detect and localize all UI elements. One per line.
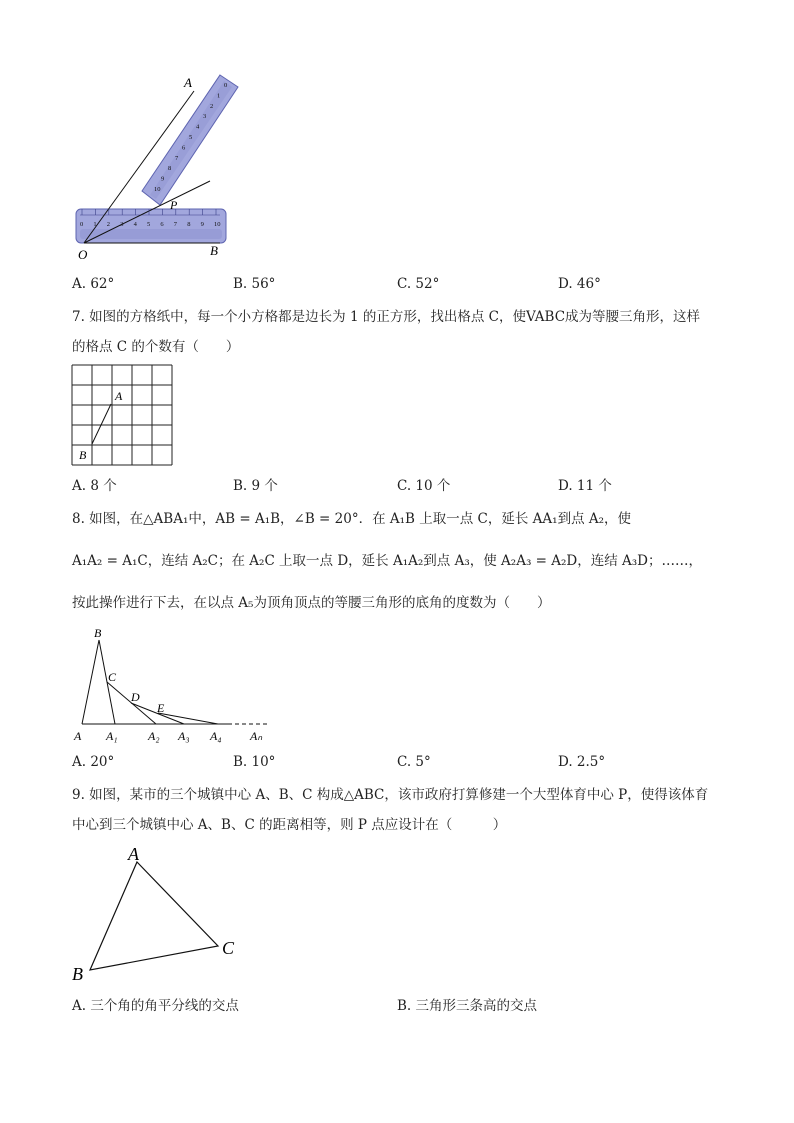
label-A: A: [184, 75, 192, 90]
ruler-tick-label: 9: [161, 175, 165, 183]
q9-option-b: B. 三角形三条高的交点: [397, 998, 538, 1014]
q7-option-b: B. 9 个: [233, 478, 278, 494]
q8-text-line3: 按此操作进行下去，在以点 A₅为顶角顶点的等腰三角形的底角的度数为（ ）: [72, 595, 551, 611]
q8-text-line2: A₁A₂ = A₁C，连结 A₂C；在 A₂C 上取一点 D，延长 A₁A₂到点 A₃，使 A₂A₃ = A₂D，连结 A₃D；……，: [72, 553, 703, 569]
segment-EA4: [158, 713, 218, 724]
ruler-tick-label: 8: [168, 165, 172, 173]
q8-figure: [70, 624, 275, 746]
label-A1: A₁: [106, 729, 118, 743]
ruler-tick-label: 10: [214, 221, 221, 228]
ruler-tick-label: 0: [224, 82, 228, 89]
q8-option-c: C. 5°: [397, 754, 431, 770]
ruler-tick-label: 5: [147, 221, 151, 228]
q8-option-b: B. 10°: [233, 754, 276, 770]
q6-option-b: B. 56°: [233, 276, 276, 292]
q8-text-line1: 8. 如图，在△ABA₁中，AB = A₁B，∠B = 20°．在 A₁B 上取一点 C，延长 AA₁到点 A₂，使: [72, 511, 632, 527]
ruler-tick-label: 3: [120, 221, 124, 228]
ruler-tick-label: 1: [93, 221, 97, 228]
q6-figure: [70, 65, 240, 265]
ruler-tick-label: 7: [175, 154, 179, 162]
q9-option-a: A. 三个角的角平分线的交点: [72, 998, 239, 1014]
label-A3: A₃: [178, 729, 190, 743]
ruler-tick-label: 4: [133, 221, 137, 228]
label-A: A: [74, 729, 82, 743]
label-A4: A₄: [210, 729, 222, 743]
ruler-tick-label: 10: [154, 186, 161, 193]
q7-option-a: A. 8 个: [72, 478, 117, 494]
segment-AB: [82, 640, 99, 724]
ruler-tick-label: 6: [160, 221, 164, 228]
q7-option-c: C. 10 个: [397, 478, 451, 494]
ruler-tick-label: 2: [210, 102, 214, 110]
q6-option-c: C. 52°: [397, 276, 440, 292]
label-An: Aₙ: [250, 729, 263, 743]
label-D: D: [131, 690, 140, 704]
q7-grid-figure: [71, 364, 173, 466]
label-B: B: [79, 448, 87, 462]
label-P: P: [170, 198, 178, 212]
ruler-tick-label: 6: [182, 144, 186, 152]
q6-option-d: D. 46°: [558, 276, 601, 292]
q7-option-d: D. 11 个: [558, 478, 612, 494]
grid-lines: [72, 365, 172, 465]
ruler-tick-label: 0: [80, 221, 84, 228]
q7-text-line2: 的格点 C 的个数有（ ）: [72, 339, 240, 355]
ruler-tick-label: 2: [106, 221, 111, 228]
ruler-tick-label: 5: [189, 134, 193, 141]
ruler-tick-label: 4: [196, 123, 200, 131]
ruler-tick-label: 9: [200, 221, 204, 228]
ruler-tick-label: 7: [173, 221, 178, 228]
label-A: A: [115, 389, 123, 403]
q8-option-a: A. 20°: [72, 754, 115, 770]
label-E: E: [157, 701, 165, 715]
ruler-tick-label: 3: [203, 113, 207, 121]
q9-text-line1: 9. 如图，某市的三个城镇中心 A、B、C 构成△ABC，该市政府打算修建一个大型体育中心 P，使得该体育: [72, 787, 709, 803]
label-O: O: [78, 247, 88, 262]
q7-text-line1: 7. 如图的方格纸中，每一个小方格都是边长为 1 的正方形，找出格点 C，使VABC成为等腰三角形，这样: [72, 309, 701, 325]
ruler-tick-label: 1: [217, 92, 221, 100]
label-A: A: [128, 844, 139, 864]
triangle-ABC: [90, 862, 218, 970]
q9-text-line2: 中心到三个城镇中心 A、B、C 的距离相等，则 P 点应设计在（ ）: [72, 817, 507, 833]
label-A2: A₂: [148, 729, 160, 743]
label-C: C: [222, 938, 235, 958]
label-B: B: [72, 964, 83, 984]
q6-option-a: A. 62°: [72, 276, 115, 292]
label-B: B: [210, 243, 218, 258]
label-C: C: [108, 670, 117, 684]
segment-AB: [92, 404, 111, 444]
q8-option-d: D. 2.5°: [558, 754, 606, 770]
label-B: B: [94, 626, 102, 640]
ruler-tick-label: 8: [187, 221, 191, 228]
q9-figure: [70, 842, 250, 987]
